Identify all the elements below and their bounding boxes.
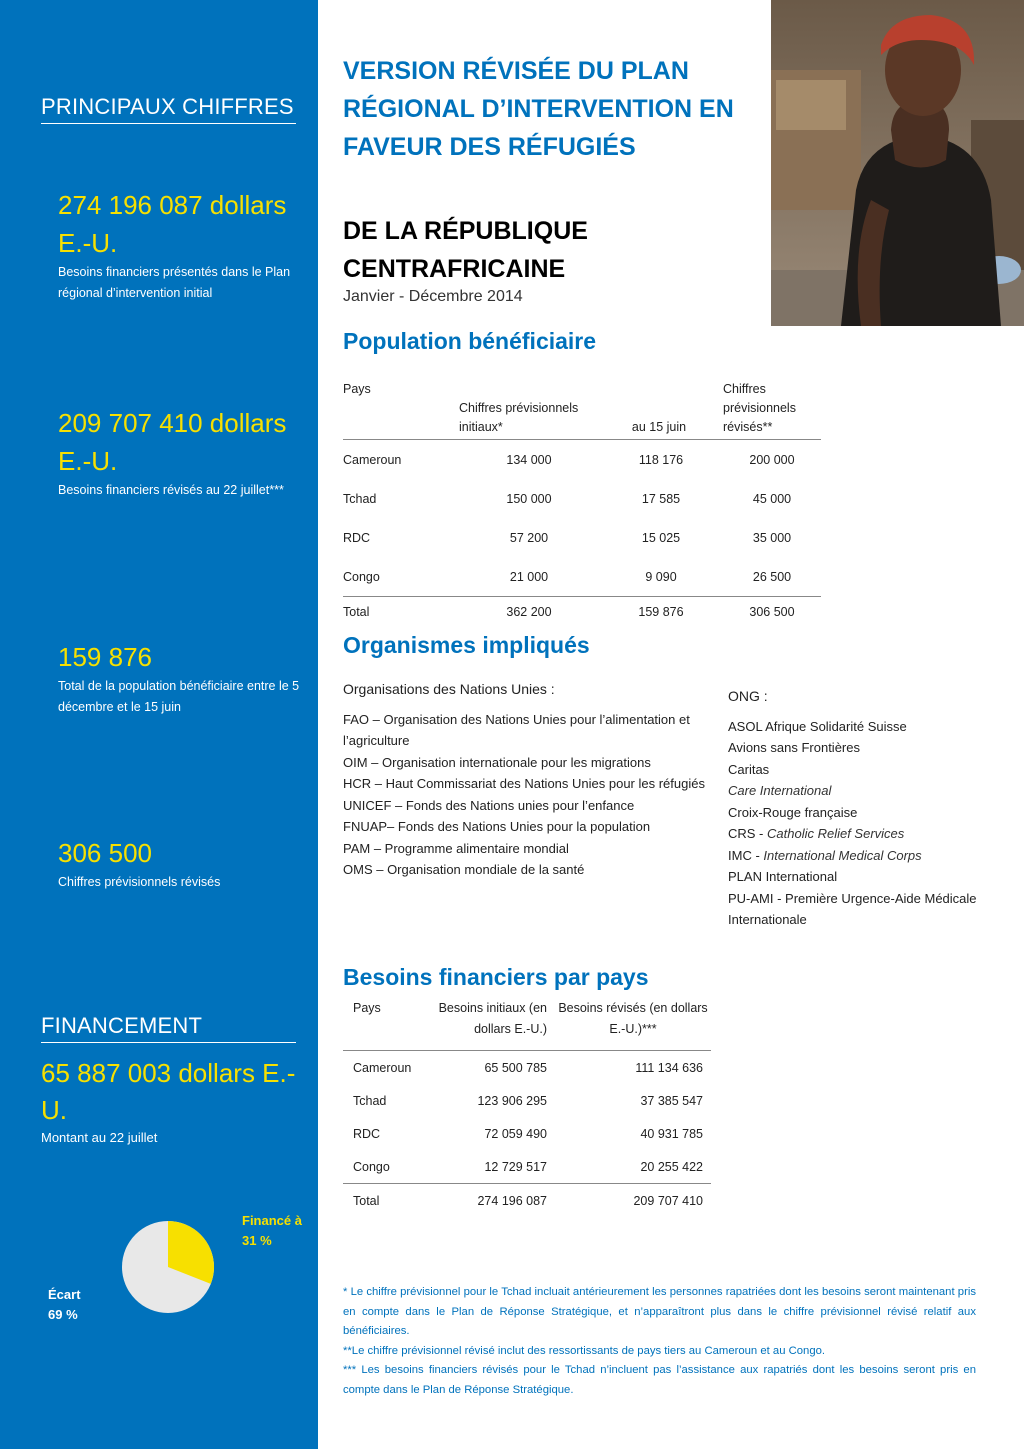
ngo-name-italic: Care International: [728, 783, 832, 798]
ngo-name: ASOL Afrique Solidarité Suisse: [728, 718, 907, 734]
col-header-country: Pays: [343, 998, 435, 1051]
cell-value: 123 906 295: [477, 1093, 547, 1108]
cell-total: 362 200: [459, 597, 599, 628]
organizations-section-title: Organismes impliqués: [343, 632, 590, 658]
table-header-row: [343, 998, 711, 1051]
cell-total: 306 500: [723, 597, 821, 628]
key-figure-population: [58, 638, 303, 718]
footnote: **Le chiffre prévisionnel révisé inclut des ressortissants de pays tiers au Cameroun et au Congo.: [343, 1344, 826, 1357]
cell-country: RDC: [353, 1126, 381, 1141]
key-figure-amount: 274 196 087 dollars E.-U.: [58, 190, 287, 258]
population-table: [343, 378, 821, 627]
cell-value: 57 200: [509, 530, 549, 545]
col-header-country: Pays: [343, 378, 459, 440]
ngo-name: Croix-Rouge française: [728, 804, 858, 820]
cell-country: RDC: [343, 530, 371, 545]
list-item: FAO – Organisation des Nations Unies pour l’alimentation et l’agriculture: [343, 711, 690, 748]
ngo-name: PU-AMI - Première Urgence-Aide Médicale Internationale: [728, 890, 977, 927]
list-item: [728, 866, 978, 888]
ngo-name: Caritas: [728, 761, 770, 777]
refugee-woman-photo: [771, 0, 1024, 326]
funding-block: [41, 1055, 301, 1147]
table-row: [343, 557, 821, 597]
list-item: FNUAP– Fonds des Nations Unies pour la population: [343, 819, 651, 834]
list-item: OIM – Organisation internationale pour les migrations: [343, 754, 651, 770]
sidebar: [0, 0, 318, 1449]
cell-value: 200 000: [749, 452, 795, 467]
pie-label-funded: Financé à 31 %: [242, 1213, 302, 1248]
cell-value: 111 134 636: [635, 1060, 703, 1075]
cell-value: 17 585: [641, 491, 681, 506]
document-date: Janvier - Décembre 2014: [343, 288, 523, 305]
col-header-revised: Chiffres prévisionnels révisés**: [723, 378, 821, 440]
table-header-row: [343, 378, 821, 440]
financial-table: [343, 998, 711, 1218]
cell-country: Cameroun: [353, 1060, 412, 1075]
population-section-title: Population bénéficiaire: [343, 328, 597, 354]
cell-value: 40 931 785: [640, 1126, 703, 1141]
cell-value: 21 000: [509, 569, 549, 584]
ngo-list: [728, 686, 978, 931]
table-row: [343, 1051, 711, 1085]
list-item: [728, 759, 978, 781]
financial-section-title: Besoins financiers par pays: [343, 964, 649, 990]
funding-amount: 65 887 003 dollars E.-U.: [41, 1058, 296, 1125]
key-figure-desc: Besoins financiers présentés dans le Plan régional d’intervention initial: [58, 265, 291, 300]
cell-value: 150 000: [506, 491, 552, 506]
key-figures-heading: PRINCIPAUX CHIFFRES: [41, 94, 296, 124]
document-subtitle: DE LA RÉPUBLIQUE CENTRAFRICAINE: [343, 217, 588, 283]
col-header-june: au 15 juin: [599, 378, 723, 440]
cell-value: 118 176: [638, 452, 684, 467]
footnotes: [343, 1283, 976, 1400]
col-header-revised-needs: Besoins révisés (en dollars E.-U.)***: [555, 998, 711, 1051]
cell-value: 9 090: [645, 569, 677, 584]
list-item: OMS – Organisation mondiale de la santé: [343, 862, 585, 877]
ngo-name: IMC -: [728, 847, 764, 863]
cell-value: 15 025: [641, 530, 681, 545]
funding-desc: Montant au 22 juillet: [41, 1130, 158, 1145]
key-figure-amount: 306 500: [58, 838, 152, 868]
table-row: [343, 1150, 711, 1184]
cell-value: 12 729 517: [484, 1159, 547, 1174]
cell-total: 209 707 410: [555, 1184, 711, 1219]
funding-pie-chart: [0, 1205, 318, 1335]
table-total-row: [343, 1184, 711, 1219]
list-item: [728, 737, 978, 759]
list-item: PAM – Programme alimentaire mondial: [343, 840, 569, 856]
cell-value: 72 059 490: [484, 1126, 547, 1141]
key-figure-amount: 209 707 410 dollars E.-U.: [58, 408, 287, 476]
table-row: [343, 1084, 711, 1117]
key-figure-initial-needs: [58, 186, 303, 304]
list-item: [728, 888, 978, 931]
cell-country: Tchad: [343, 491, 377, 506]
key-figure-desc: Total de la population bénéficiaire entre le 5 décembre et le 15 juin: [58, 679, 300, 714]
key-figure-desc: Besoins financiers révisés au 22 juillet***: [58, 483, 284, 497]
list-item: HCR – Haut Commissariat des Nations Unies pour les réfugiés: [343, 776, 705, 791]
cell-country: Congo: [343, 569, 380, 584]
cell-total: 159 876: [599, 597, 723, 628]
col-header-initial: Chiffres prévisionnels initiaux*: [459, 378, 599, 440]
key-figure-amount: 159 876: [58, 642, 152, 672]
col-header-initial-needs: Besoins initiaux (en dollars E.-U.): [435, 998, 555, 1051]
cell-value: 20 255 422: [640, 1159, 703, 1174]
table-row: [343, 440, 821, 480]
cell-value: 134 000: [506, 452, 552, 467]
list-item: [728, 802, 978, 824]
un-header: Organisations des Nations Unies :: [343, 681, 555, 697]
ngo-name: CRS -: [728, 826, 767, 841]
cell-value: 45 000: [752, 491, 792, 506]
cell-value: 35 000: [752, 530, 792, 545]
cell-total-label: Total: [343, 1184, 435, 1219]
key-figure-desc: Chiffres prévisionnels révisés: [58, 875, 221, 889]
list-item: [728, 780, 978, 802]
table-row: [343, 518, 821, 557]
key-figure-revised-needs: [58, 404, 303, 501]
footnote: * Le chiffre prévisionnel pour le Tchad incluait antérieurement les personnes rapatriées dont les besoins seront maintenant pris en compte dans le Plan de Réponse Stratégique, et n’apparaîtront plus dans le chiffre prévisionnel révisé relatif aux bénéficiaires.: [343, 1286, 976, 1337]
funding-heading: FINANCEMENT: [41, 1013, 296, 1043]
list-item: [728, 845, 978, 867]
key-figure-revised-forecast: [58, 834, 303, 893]
cell-country: Cameroun: [343, 452, 402, 467]
ngo-name: Avions sans Frontières: [728, 740, 860, 755]
table-total-row: [343, 597, 821, 628]
list-item: UNICEF – Fonds des Nations unies pour l’enfance: [343, 797, 635, 813]
pie-label-gap: Écart 69 %: [48, 1287, 81, 1322]
footnote: *** Les besoins financiers révisés pour le Tchad n’incluent pas l’assistance aux rapatriés dont les besoins seront pris en compte dans le Plan de Réponse Stratégique.: [343, 1364, 976, 1396]
cell-total-label: Total: [343, 597, 459, 628]
ngo-name-italic: Catholic Relief Services: [767, 826, 905, 841]
cell-value: 37 385 547: [640, 1093, 703, 1108]
cell-country: Congo: [353, 1159, 390, 1174]
ngo-header: ONG :: [728, 688, 768, 704]
ngo-name: PLAN International: [728, 869, 838, 884]
table-row: [343, 479, 821, 518]
list-item: [728, 823, 978, 845]
un-organizations-list: [343, 679, 711, 881]
cell-country: Tchad: [353, 1093, 387, 1108]
list-item: [728, 716, 978, 738]
ngo-name-italic: International Medical Corps: [763, 847, 922, 863]
cell-total: 274 196 087: [435, 1184, 555, 1219]
table-row: [343, 1117, 711, 1150]
cell-value: 26 500: [752, 569, 792, 584]
cell-value: 65 500 785: [484, 1060, 547, 1075]
document-title: VERSION RÉVISÉE DU PLAN RÉGIONAL D’INTERVENTION EN FAVEUR DES RÉFUGIÉS: [343, 57, 734, 161]
